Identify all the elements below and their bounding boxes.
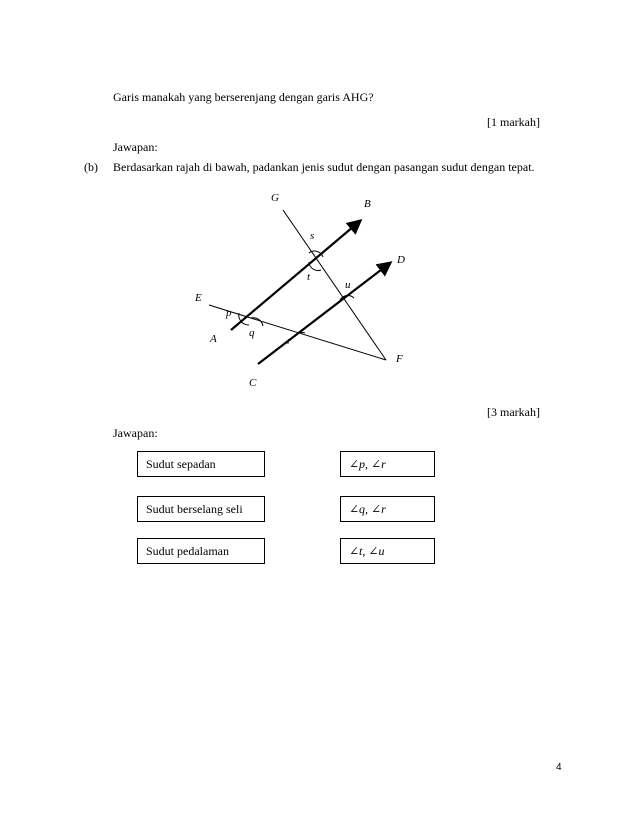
part-b-marks: [3 markah] [487, 405, 540, 419]
angle-label-q: q [249, 327, 255, 339]
point-label-c: C [249, 377, 257, 389]
point-label-b: B [364, 198, 371, 210]
point-label-f: F [396, 353, 403, 365]
part-b-text: Berdasarkan rajah di bawah, padankan jenis sudut dengan pasangan sudut dengan tepat. [113, 160, 535, 174]
page-number: 4 [556, 762, 562, 773]
angle-label-t: t [307, 271, 311, 283]
question-text: Garis manakah yang berserenjang dengan garis AHG? [113, 90, 374, 104]
angle-type-box[interactable]: Sudut berselang seli [137, 496, 265, 522]
line-gf [283, 210, 386, 360]
point-label-a: A [210, 333, 217, 345]
angle-pair-box[interactable]: ∠p, ∠r [340, 451, 435, 477]
line-cd [258, 263, 390, 364]
part-b-answer-label: Jawapan: [113, 426, 158, 440]
line-ef [209, 305, 386, 360]
angle-type-box[interactable]: Sudut sepadan [137, 451, 265, 477]
angle-label-r: r [287, 335, 292, 347]
part-b-number: (b) [84, 160, 98, 174]
point-label-d: D [397, 254, 405, 266]
angle-type-box[interactable]: Sudut pedalaman [137, 538, 265, 564]
point-label-e: E [195, 292, 202, 304]
angle-pair-box[interactable]: ∠t, ∠u [340, 538, 435, 564]
angle-label-p: p [226, 307, 232, 319]
angle-label-s: s [310, 230, 315, 242]
point-label-g: G [271, 192, 279, 204]
angle-label-u: u [345, 279, 351, 291]
line-ab [231, 221, 360, 330]
angle-pair-box[interactable]: ∠q, ∠r [340, 496, 435, 522]
answer-label: Jawapan: [113, 140, 158, 154]
question-marks: [1 markah] [487, 115, 540, 129]
angle-arc-s [309, 251, 323, 257]
